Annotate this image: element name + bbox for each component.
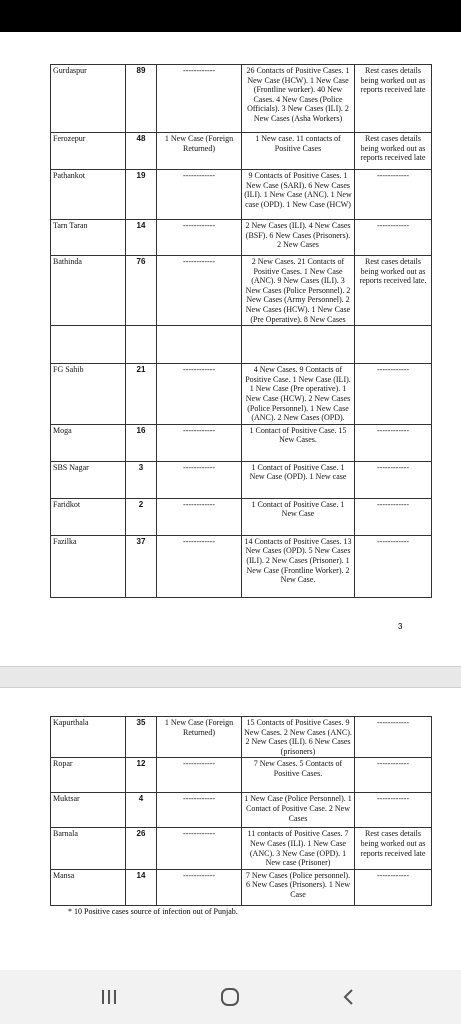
district-cell: Tarn Taran	[51, 220, 126, 256]
foreign-returned-cell: ------------	[157, 220, 242, 256]
table-row	[51, 256, 432, 326]
case-count-cell: 3	[126, 461, 157, 498]
foreign-returned-cell: ------------	[157, 498, 242, 535]
blank-row	[51, 326, 432, 364]
case-details-cell: 15 Contacts of Positive Cases. 9 New Cases. 2 New Cases (ANC). 2 New Cases (ILI). 6 New Cases (prisoners)	[242, 717, 355, 758]
district-cell: SBS Nagar	[51, 461, 126, 498]
remarks-cell: ------------	[355, 220, 432, 256]
district-cell: Bathinda	[51, 256, 126, 326]
case-details-cell: 11 contacts of Positive Cases. 7 New Cases (ILI). 1 New Case (ANC). 3 New Case (OPD). 1 New case (Prisoner)	[242, 828, 355, 869]
home-icon	[219, 986, 241, 1008]
table-row	[51, 461, 432, 498]
case-count-cell: 12	[126, 758, 157, 793]
foreign-returned-cell: 1 New Case (Foreign Returned)	[157, 717, 242, 758]
case-details-cell: 26 Contacts of Positive Cases. 1 New Case (HCW). 1 New Case (Frontline worker). 40 New Cases. 4 New Cases (Police Officials). 3 New Cases (ILI). 2 New Cases (Asha Workers)	[242, 65, 355, 133]
case-details-cell: 7 New Cases (Police personnel). 6 New Cases (Prisoners). 1 New Case	[242, 869, 355, 905]
foreign-returned-cell: 1 New Case (Foreign Returned)	[157, 133, 242, 170]
foreign-returned-cell: ------------	[157, 828, 242, 869]
case-details-cell: 4 New Cases. 9 Contacts of Positive Case. 1 New Case (ILI). 1 New Case (Pre operative). 1 New Case (HCW). 2 New Cases (Police Personnel). 1 New Case (ANC). 2 New Cases (OPD).	[242, 364, 355, 425]
foreign-returned-cell: ------------	[157, 461, 242, 498]
case-count-cell: 16	[126, 424, 157, 461]
table-row	[51, 220, 432, 256]
table-row	[51, 535, 432, 597]
case-count-cell: 37	[126, 535, 157, 597]
foreign-returned-cell: ------------	[157, 170, 242, 220]
district-cell: Kapurthala	[51, 717, 126, 758]
back-icon	[341, 987, 357, 1007]
remarks-cell: ------------	[355, 535, 432, 597]
remarks-cell: ------------	[355, 498, 432, 535]
foreign-returned-cell: ------------	[157, 793, 242, 828]
foreign-returned-cell: ------------	[157, 424, 242, 461]
remarks-cell: ------------	[355, 364, 432, 425]
blank-cell	[126, 326, 157, 364]
case-count-cell: 14	[126, 220, 157, 256]
remarks-cell: ------------	[355, 170, 432, 220]
blank-cell	[157, 326, 242, 364]
case-details-cell: 2 New Cases (ILI). 4 New Cases (BSF). 6 New Cases (Prisoners). 2 New Cases	[242, 220, 355, 256]
recent-apps-button[interactable]	[91, 984, 127, 1010]
case-count-cell: 76	[126, 256, 157, 326]
remarks-cell: Rest cases details being worked out as reports received late	[355, 65, 432, 133]
case-details-cell: 1 Contact of Positive Case. 15 New Cases.	[242, 424, 355, 461]
case-details-cell: 1 New Case (Police Personnel). 1 Contact of Positive Case. 2 New Cases	[242, 793, 355, 828]
status-bar	[0, 0, 461, 32]
back-button[interactable]	[331, 984, 367, 1010]
blank-cell	[355, 326, 432, 364]
foreign-returned-cell: ------------	[157, 65, 242, 133]
table-row	[51, 424, 432, 461]
table-row	[51, 869, 432, 905]
district-cell: Fazilka	[51, 535, 126, 597]
cases-table-page-4	[50, 716, 432, 906]
table-row	[51, 170, 432, 220]
district-cell: FG Sahib	[51, 364, 126, 425]
remarks-cell: Rest cases details being worked out as reports received late	[355, 133, 432, 170]
case-details-cell: 1 Contact of Positive Case. 1 New Case (OPD). 1 New case	[242, 461, 355, 498]
remarks-cell: ------------	[355, 717, 432, 758]
home-button[interactable]	[212, 984, 248, 1010]
district-cell: Barnala	[51, 828, 126, 869]
remarks-cell: ------------	[355, 461, 432, 498]
foreign-returned-cell: ------------	[157, 256, 242, 326]
case-details-cell: 14 Contacts of Positive Cases. 13 New Cases (OPD). 5 New Cases (ILI). 2 New Cases (Prisoner). 1 New Case (Frontline Worker). 2 New Case.	[242, 535, 355, 597]
district-cell: Ferozepur	[51, 133, 126, 170]
remarks-cell: ------------	[355, 424, 432, 461]
remarks-cell: ------------	[355, 793, 432, 828]
case-count-cell: 19	[126, 170, 157, 220]
case-details-cell: 9 Contacts of Positive Cases. 1 New Case (SARI). 6 New Cases (ILI). 1 New Case (ANC). 1 New case (OPD). 1 New Case (HCW)	[242, 170, 355, 220]
remarks-cell: Rest cases details being worked out as reports received late	[355, 828, 432, 869]
foreign-returned-cell: ------------	[157, 535, 242, 597]
page-number: 3	[398, 622, 403, 631]
remarks-cell: Rest cases details being worked out as reports received late.	[355, 256, 432, 326]
foreign-returned-cell: ------------	[157, 364, 242, 425]
district-cell: Mansa	[51, 869, 126, 905]
case-details-cell: 1 New case. 11 contacts of Positive Cases	[242, 133, 355, 170]
cases-table-page-3	[50, 64, 432, 598]
table-row	[51, 498, 432, 535]
foreign-returned-cell: ------------	[157, 869, 242, 905]
table-row	[51, 364, 432, 425]
case-count-cell: 14	[126, 869, 157, 905]
table-row	[51, 717, 432, 758]
recent-apps-icon	[99, 988, 119, 1006]
document-page-3	[0, 32, 461, 666]
case-count-cell: 35	[126, 717, 157, 758]
case-count-cell: 48	[126, 133, 157, 170]
case-count-cell: 89	[126, 65, 157, 133]
case-details-cell: 2 New Cases. 21 Contacts of Positive Cases. 1 New Case (ANC). 9 New Cases (ILI). 3 New Cases (Police Personnel). 2 New Cases (Army Personnel). 2 New Cases (HCW). 1 New Case (Pre Operative). 8 New Cases	[242, 256, 355, 326]
case-count-cell: 2	[126, 498, 157, 535]
blank-cell	[242, 326, 355, 364]
district-cell: Moga	[51, 424, 126, 461]
district-cell: Faridkot	[51, 498, 126, 535]
page-separator	[0, 666, 461, 688]
case-details-cell: 7 New Cases. 5 Contacts of Positive Cases.	[242, 758, 355, 793]
case-details-cell: 1 Contact of Positive Case. 1 New Case	[242, 498, 355, 535]
table-row	[51, 758, 432, 793]
district-cell: Gurdaspur	[51, 65, 126, 133]
remarks-cell: ------------	[355, 869, 432, 905]
district-cell: Ropar	[51, 758, 126, 793]
navigation-bar	[0, 970, 461, 1024]
footnote: * 10 Positive cases source of infection out of Punjab.	[68, 907, 238, 916]
table-row	[51, 793, 432, 828]
document-page-4	[0, 688, 461, 970]
district-cell: Muktsar	[51, 793, 126, 828]
blank-cell	[51, 326, 126, 364]
table-row	[51, 133, 432, 170]
table-row	[51, 828, 432, 869]
case-count-cell: 4	[126, 793, 157, 828]
table-row	[51, 65, 432, 133]
case-count-cell: 21	[126, 364, 157, 425]
foreign-returned-cell: ------------	[157, 758, 242, 793]
district-cell: Pathankot	[51, 170, 126, 220]
case-count-cell: 26	[126, 828, 157, 869]
remarks-cell: ------------	[355, 758, 432, 793]
